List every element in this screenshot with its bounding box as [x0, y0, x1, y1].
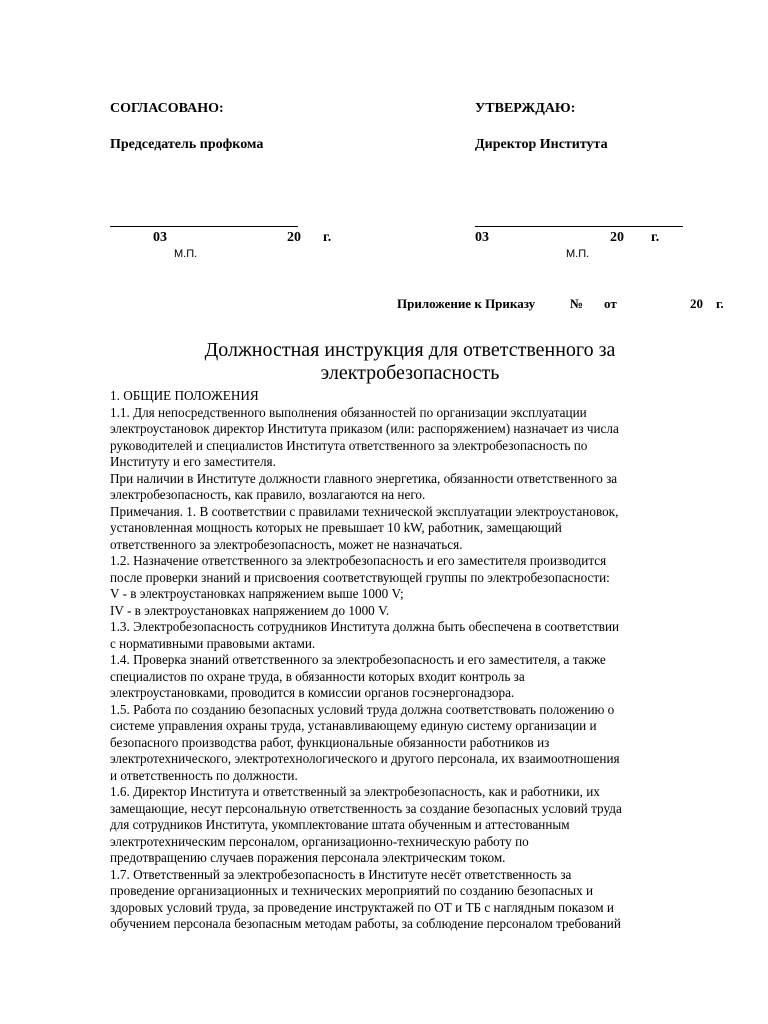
- body-line: IV - в электроустановках напряжением до 1000 V.: [110, 602, 390, 618]
- body-line: 1.1. Для непосредственного выполнения обязанностей по организации эксплуатации: [110, 404, 587, 420]
- confirm-date-year-suffix: г.: [651, 230, 660, 245]
- body-line: специалистов по охране труда, в обязанности которых входит контроль за: [110, 668, 525, 684]
- body-line: электроустановок директор Института приказом (или: распоряжением) назначает из числа: [110, 421, 619, 436]
- body-line: При наличии в Институте должности главного энергетика, обязанности ответственного за: [110, 470, 618, 486]
- appendix-label: Приложение к Приказу: [397, 296, 536, 311]
- body-line: V - в электроустановках напряжением выше 1000 V;: [110, 586, 404, 601]
- body-line: электротехническим персоналом, организационно-техническую работу по: [110, 833, 529, 849]
- approval-date-year: 20: [287, 230, 301, 245]
- body-line: установленная мощность которых не превышает 10 kW, работник, замещающий: [110, 520, 562, 535]
- appendix-from: от: [604, 296, 617, 311]
- confirmer-role: Директор Института: [475, 137, 608, 152]
- body-line: с нормативными правовыми актами.: [110, 635, 316, 651]
- body-line: 1.7. Ответственный за электробезопасность в Институте несёт ответственность за: [110, 866, 572, 882]
- confirm-heading: УТВЕРЖДАЮ:: [475, 101, 576, 116]
- body-line: замещающие, несут персональную ответственность за создание безопасных условий труда: [110, 800, 622, 816]
- appendix-year-suffix: г.: [716, 296, 724, 311]
- approver-role: Председатель профкома: [110, 137, 264, 152]
- body-line: электробезопасность, как правило, возлагаются на него.: [110, 487, 426, 502]
- body-line: проведение организационных и технических мероприятий по созданию безопасных и: [110, 883, 594, 898]
- appendix-number-sign: №: [570, 296, 584, 311]
- body-line: Институту и его заместителя.: [110, 454, 276, 469]
- body-line: обучением персонала безопасным методам работы, за соблюдение персоналом требований: [110, 916, 621, 931]
- document-body: [110, 388, 722, 933]
- body-line: 1.5. Работа по созданию безопасных условий труда должна соответствовать положению о: [110, 701, 615, 717]
- body-line: после проверки знаний и присвоения соответствующей группы по электробезопасности:: [110, 569, 610, 585]
- signature-line-right: [475, 226, 683, 227]
- body-line: и ответственность по должности.: [110, 767, 298, 783]
- approval-date-year-suffix: г.: [323, 230, 332, 245]
- body-line: системе управления охраны труда, устанавливающему единую систему организации и: [110, 718, 597, 733]
- body-line: безопасного производства работ, функциональные обязанности работников из: [110, 734, 550, 750]
- body-line: руководителей и специалистов Института ответственного за электробезопасность по: [110, 437, 588, 453]
- title-line-2: электробезопасность: [320, 362, 500, 384]
- confirm-date-year: 20: [610, 230, 624, 245]
- title-line-1: Должностная инструкция для ответственного за: [204, 339, 616, 361]
- body-line: 1.4. Проверка знаний ответственного за электробезопасность и его заместителя, а также: [110, 652, 606, 667]
- body-line: здоровых условий труда, за проведение инструктажей по ОТ и ТБ с наглядным показом и: [110, 899, 614, 915]
- seal-mark-right: М.П.: [566, 248, 590, 260]
- body-line: 1.3. Электробезопасность сотрудников Института должна быть обеспечена в соответствии: [110, 619, 620, 634]
- body-line: 1.6. Директор Института и ответственный за электробезопасность, как и работники, их: [110, 784, 600, 799]
- section-heading: 1. ОБЩИЕ ПОЛОЖЕНИЯ: [110, 388, 259, 403]
- approval-heading: СОГЛАСОВАНО:: [110, 101, 224, 116]
- body-line: ответственного за электробезопасность, может не назначаться.: [110, 536, 463, 552]
- body-line: электротехнического, электротехнологического и другого персонала, их взаимоотношения: [110, 751, 620, 766]
- body-line: Примечания. 1. В соответствии с правилами технической эксплуатации электроустановок,: [110, 503, 619, 519]
- body-line: электроустановками, проводится в комиссии органов госэнергонадзора.: [110, 685, 515, 700]
- signature-line-left: [110, 226, 298, 227]
- document-title: [150, 339, 670, 385]
- approval-date-day: 03: [153, 230, 167, 245]
- confirm-date-day: 03: [475, 230, 489, 245]
- appendix-year: 20: [690, 296, 703, 311]
- body-line: предотвращению случаев поражения персонала электрическим током.: [110, 850, 506, 865]
- body-line: для сотрудников Института, укомплектование штата обученным и аттестованным: [110, 817, 570, 832]
- seal-mark-left: М.П.: [174, 248, 198, 260]
- body-line: 1.2. Назначение ответственного за электробезопасность и его заместителя производится: [110, 553, 607, 568]
